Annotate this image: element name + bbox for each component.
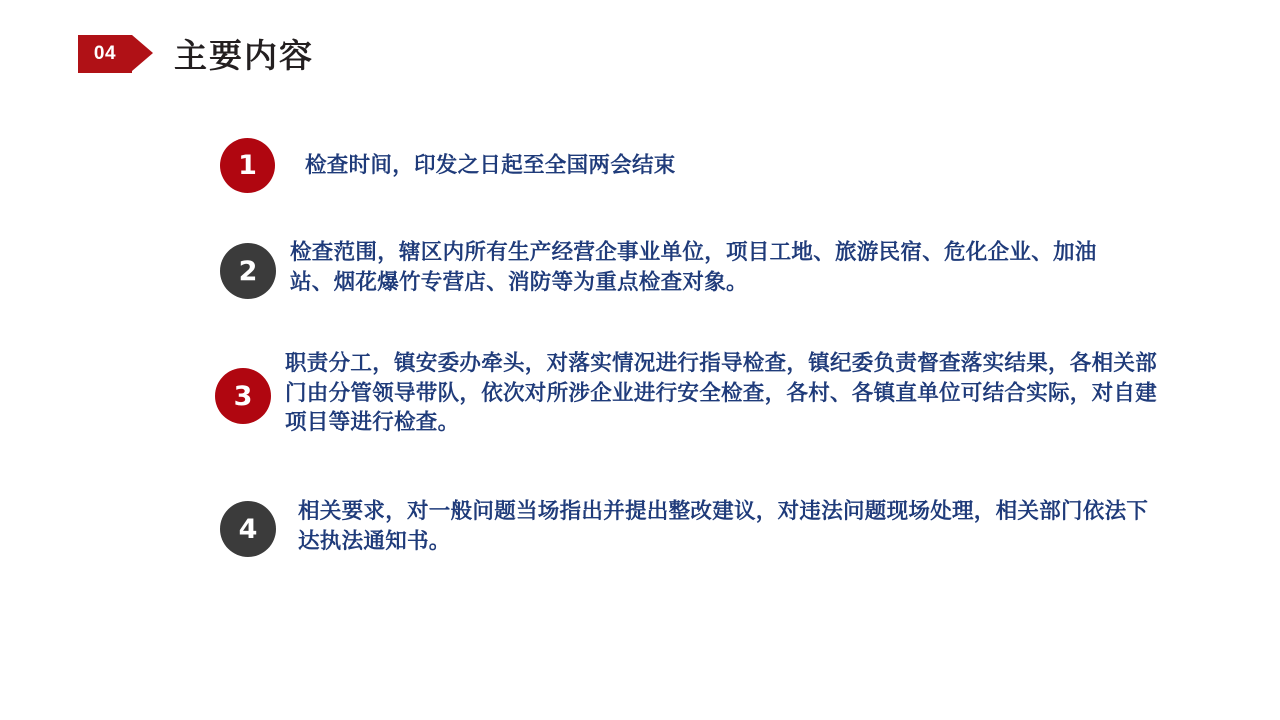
badge-arrow-icon — [132, 35, 153, 71]
list-item-number-badge — [220, 138, 275, 193]
list-item-number: 4 — [238, 513, 258, 545]
list-item-number: 2 — [238, 255, 258, 287]
list-item-number: 1 — [238, 150, 257, 181]
list-item — [220, 240, 1100, 299]
list-item-number-badge — [220, 501, 276, 557]
list-item — [220, 138, 676, 193]
list-item-number-badge — [220, 243, 276, 299]
list-item-number-badge — [215, 368, 271, 424]
section-number-badge — [78, 35, 132, 73]
section-number: 04 — [93, 42, 117, 64]
list-item-text: 检查范围，辖区内所有生产经营企事业单位，项目工地、旅游民宿、危化企业、加油站、烟花爆竹专营店、消防等为重点检查对象。 — [290, 240, 1097, 295]
list-item-text: 相关要求，对一般问题当场指出并提出整改建议，对违法问题现场处理，相关部门依法下达执法通知书。 — [298, 499, 1149, 554]
list-item-number: 3 — [233, 380, 253, 412]
list-item — [215, 351, 1175, 438]
list-item-text: 职责分工，镇安委办牵头，对落实情况进行指导检查，镇纪委负责督查落实结果，各相关部门由分管领导带队，依次对所涉企业进行安全检查，各村、各镇直单位可结合实际，对自建项目等进行检查。 — [285, 351, 1158, 436]
list-item — [220, 501, 1158, 557]
list-item-text: 检查时间，印发之日起至全国两会结束 — [305, 153, 676, 178]
slide-header — [78, 30, 314, 77]
page-title: 主要内容 — [174, 36, 314, 75]
